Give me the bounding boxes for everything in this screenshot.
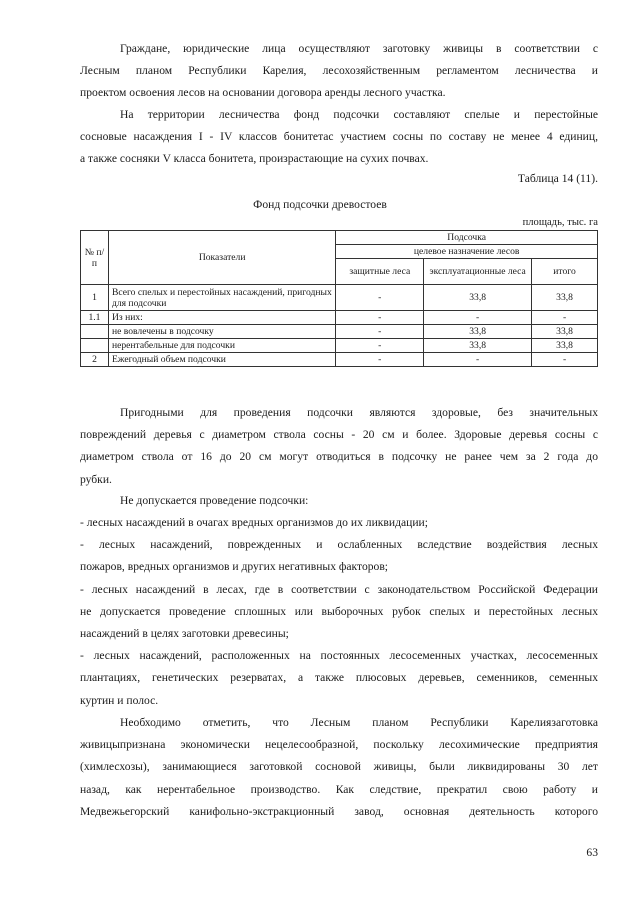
text-line: назад, как нерентабельное производство. Как следствие, прекратил свою работу и (80, 782, 598, 796)
header-total: итого (532, 259, 598, 285)
cell-label: нерентабельные для подсочки (108, 339, 335, 353)
paragraph-3 (80, 402, 598, 491)
header-indicators: Показатели (108, 231, 335, 285)
list-item-cont: насаждений в целях заготовки древесины; (80, 626, 289, 640)
paragraph-1 (80, 38, 598, 105)
text-line: сосновые насаждения I - IV классов бонитетас участием сосны по составу не менее 4 единиц, (80, 130, 598, 144)
cell-num: 2 (81, 353, 109, 367)
header-protective: защитные леса (336, 259, 424, 285)
text-line: На территории лесничества фонд подсочки составляют спелые и перестойные (120, 108, 598, 121)
cell-label: Ежегодный объем подсочки (108, 353, 335, 367)
table-row (81, 325, 598, 339)
cell-num (81, 339, 109, 353)
restriction-list (80, 512, 598, 712)
list-item: - лесных насаждений, расположенных на постоянных лесосеменных участках, лесосеменных (80, 649, 598, 663)
cell-protective: - (336, 353, 424, 367)
cell-exploitation: 33,8 (424, 325, 532, 339)
cell-protective: - (336, 339, 424, 353)
table-row (81, 311, 598, 325)
header-num: № п/п (81, 231, 109, 285)
text-line: (химлесхозы), занимающиеся заготовкой сосновой живицы, были ликвидированы 30 лет (80, 760, 598, 774)
tapping-fund-table (80, 230, 598, 367)
paragraph-4 (80, 490, 598, 512)
page-number: 63 (586, 846, 598, 859)
text-line: а также сосняки V класса бонитета, произрастающие на сухих почвах. (80, 152, 429, 166)
cell-exploitation: 33,8 (424, 339, 532, 353)
list-item-cont: не допускается проведение сплошных или выборочных рубок спелых и перестойных лесных (80, 604, 598, 618)
cell-label: Всего спелых и перестойных насаждений, пригодных для подсочки (108, 285, 335, 311)
header-tapping: Подсочка (336, 231, 598, 245)
cell-num (81, 325, 109, 339)
text-line: проектом освоения лесов на основании договора аренды лесного участка. (80, 86, 446, 100)
cell-total: - (532, 353, 598, 367)
list-item: - лесных насаждений в лесах, где в соответствии с законодательством Российской Федерации (80, 582, 598, 596)
table-row (81, 285, 598, 311)
cell-total: 33,8 (532, 325, 598, 339)
table-row (81, 353, 598, 367)
cell-protective: - (336, 325, 424, 339)
text-line: живицыпризнана экономически нецелесообразной, поскольку лесохимические предприятия (80, 738, 598, 752)
paragraph-2 (80, 104, 598, 171)
text-line: Не допускается проведение подсочки: (120, 494, 309, 507)
paragraph-5 (80, 712, 598, 823)
text-line: Граждане, юридические лица осуществляют заготовку живицы в соответствии с (120, 42, 598, 55)
text-line: Лесным планом Республики Карелия, лесохозяйственным регламентом лесничества и (80, 64, 598, 78)
cell-exploitation: - (424, 353, 532, 367)
cell-protective: - (336, 311, 424, 325)
text-line: Медвежьегорский канифольно-экстракционный завод, основная деятельность которого (80, 804, 598, 818)
text-line: Необходимо отметить, что Лесным планом Республики Карелиязаготовка (120, 716, 598, 729)
table-title: Фонд подсочки древостоев (253, 198, 387, 211)
cell-label: не вовлечены в подсочку (108, 325, 335, 339)
table-number: Таблица 14 (11). (517, 172, 598, 185)
cell-label: Из них: (108, 311, 335, 325)
list-item-cont: плантациях, генетических резерватах, а также плюсовых деревьев, семенников, семенных (80, 671, 598, 685)
header-purpose: целевое назначение лесов (336, 245, 598, 259)
cell-num: 1 (81, 285, 109, 311)
list-item-cont: куртин и полос. (80, 693, 159, 707)
list-item: - лесных насаждений в очагах вредных организмов до их ликвидации; (80, 516, 428, 529)
text-line: диаметром ствола от 16 до 20 см могут отводиться в подсочку не ранее чем за 2 года до (80, 450, 598, 464)
table-unit: площадь, тыс. га (522, 217, 598, 228)
list-item: - лесных насаждений, поврежденных и ослабленных вследствие воздействия лесных (80, 538, 598, 552)
header-exploitation: эксплуатационные леса (424, 259, 532, 285)
list-item-cont: пожаров, вредных организмов и других негативных факторов; (80, 560, 389, 574)
text-line: рубки. (80, 472, 112, 486)
cell-total: 33,8 (532, 339, 598, 353)
cell-exploitation: 33,8 (424, 285, 532, 311)
cell-total: - (532, 311, 598, 325)
cell-protective: - (336, 285, 424, 311)
text-line: повреждений деревья с диаметром ствола сосны - 20 см и более. Здоровые деревья сосны с (80, 428, 598, 442)
cell-exploitation: - (424, 311, 532, 325)
cell-num: 1.1 (81, 311, 109, 325)
text-line: Пригодными для проведения подсочки являются здоровые, без значительных (120, 406, 598, 419)
cell-total: 33,8 (532, 285, 598, 311)
table-row (81, 339, 598, 353)
